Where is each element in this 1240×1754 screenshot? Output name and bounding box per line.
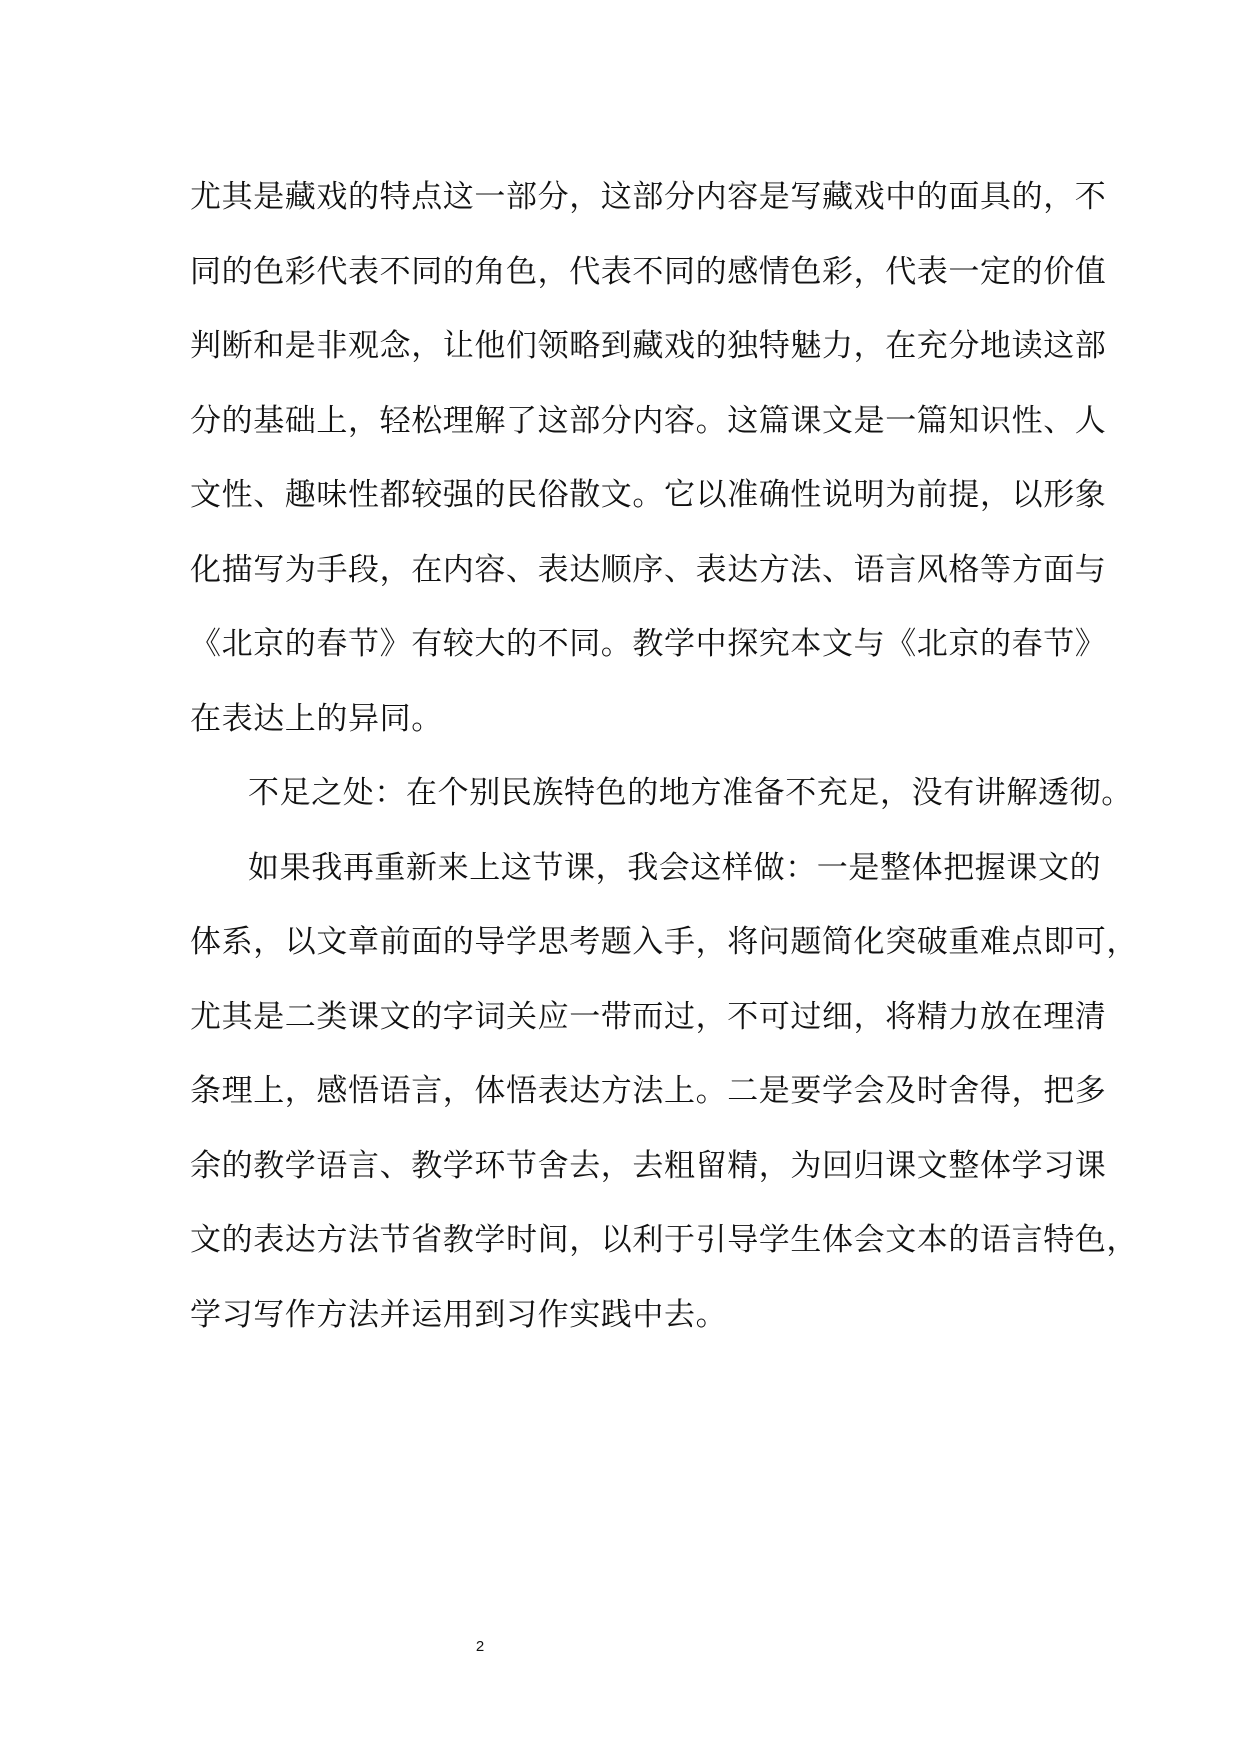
text-line-12: 尤其是二类课文的字词关应一带而过，不可过细，将精力放在理清 [190,998,1107,1035]
text-line-3: 判断和是非观念，让他们领略到藏戏的独特魅力，在充分地读这部 [190,328,1107,364]
text-line-11: 体系，以文章前面的导学思考题入手，将问题简化突破重难点即可， [190,924,1138,960]
text-line-7: 《北京的春节》有较大的不同。教学中探究本文与《北京的春节》 [190,626,1107,662]
body-text [190,160,1138,1352]
text-line-9: 不足之处：在个别民族特色的地方准备不充足，没有讲解透彻。 [248,775,1133,811]
text-line-13: 条理上，感悟语言，体悟表达方法上。二是要学会及时舍得，把多 [190,1073,1107,1109]
text-line-5: 文性、趣味性都较强的民俗散文。它以准确性说明为前提，以形象 [190,477,1107,513]
text-line-15: 文的表达方法节省教学时间，以利于引导学生体会文本的语言特色， [190,1222,1138,1258]
text-line-2: 同的色彩代表不同的角色，代表不同的感情色彩，代表一定的价值 [190,253,1107,290]
page-number: 2 [475,1638,485,1655]
text-line-8: 在表达上的异同。 [190,700,443,737]
text-line-10: 如果我再重新来上这节课，我会这样做：一是整体把握课文的 [248,849,1102,886]
text-line-4: 分的基础上，轻松理解了这部分内容。这篇课文是一篇知识性、人 [190,402,1107,439]
text-line-1: 尤其是藏戏的特点这一部分，这部分内容是写藏戏中的面具的，不 [190,179,1107,215]
text-line-14: 余的教学语言、教学环节舍去，去粗留精，为回归课文整体学习课 [190,1147,1107,1184]
text-line-6: 化描写为手段，在内容、表达顺序、表达方法、语言风格等方面与 [190,551,1107,588]
text-line-16: 学习写作方法并运用到习作实践中去。 [190,1296,728,1333]
